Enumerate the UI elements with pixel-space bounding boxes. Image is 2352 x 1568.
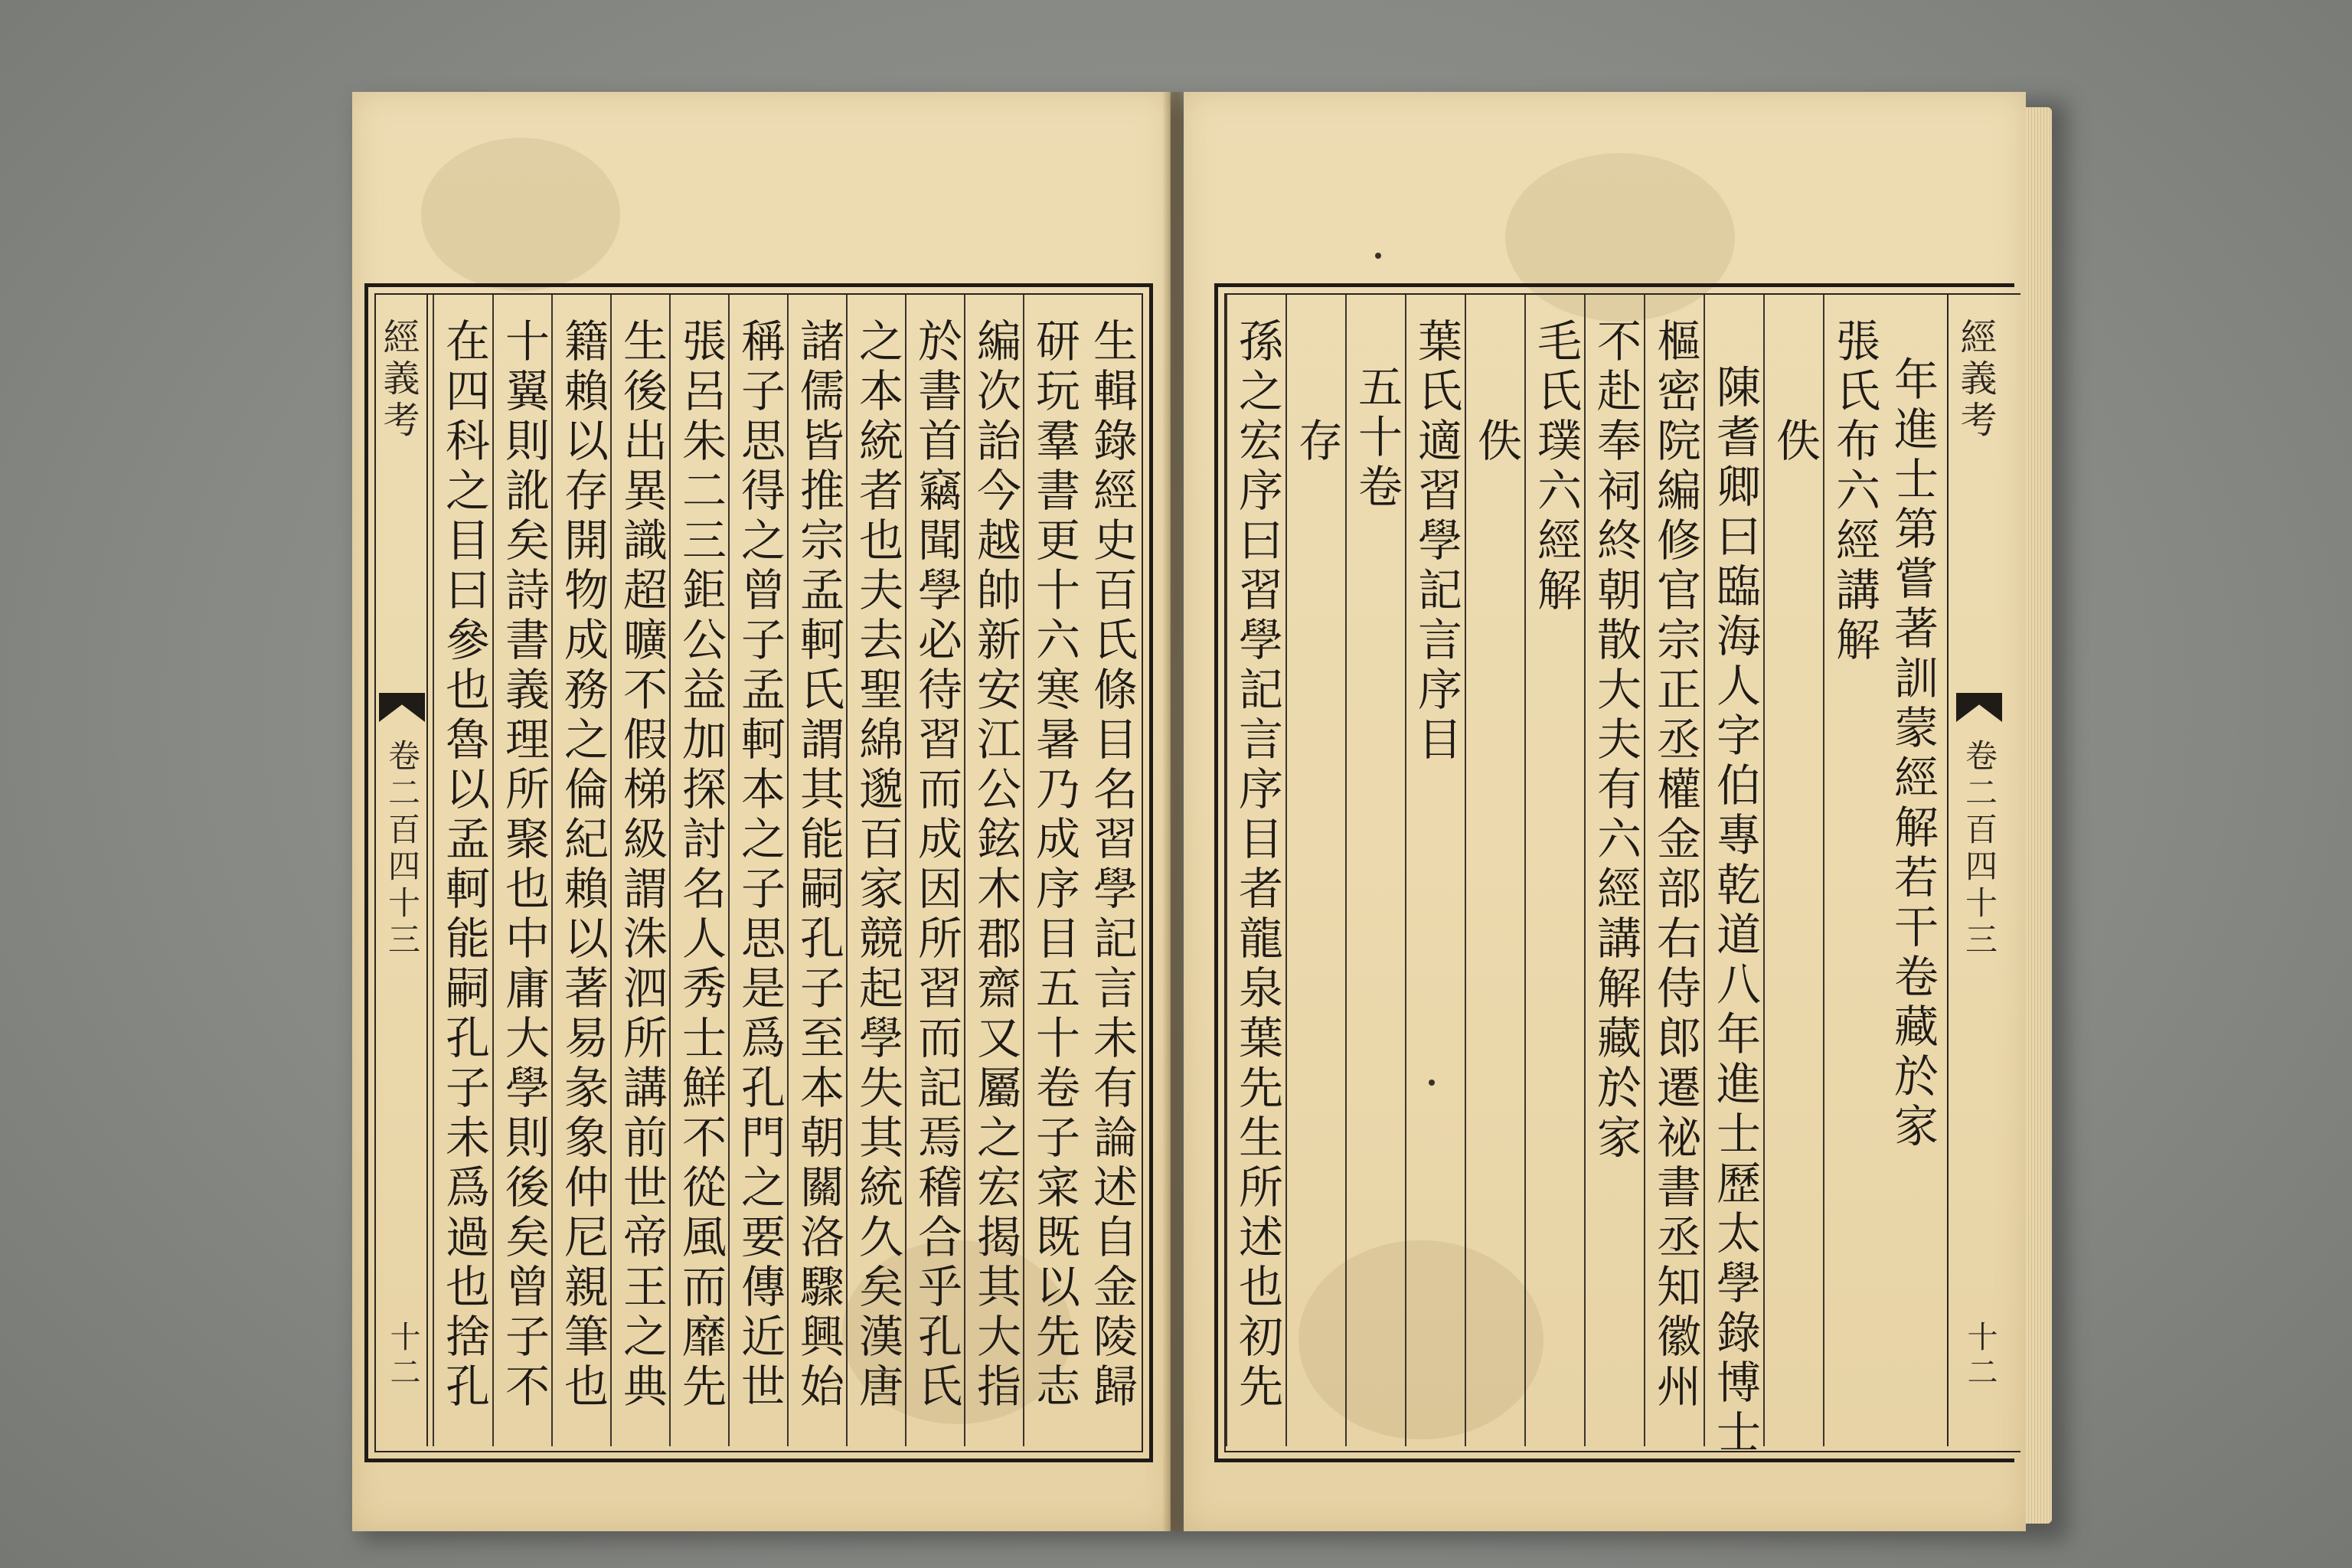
fishtail-mark bbox=[1956, 693, 2002, 722]
ink-speck bbox=[1375, 253, 1381, 259]
text-column bbox=[669, 295, 730, 1446]
text-column bbox=[1644, 295, 1705, 1446]
page-edge-stack bbox=[2026, 107, 2052, 1524]
text-column bbox=[1405, 295, 1466, 1446]
text-column bbox=[1285, 295, 1347, 1446]
text-column bbox=[1584, 295, 1645, 1446]
text-column bbox=[1345, 295, 1406, 1446]
text-column bbox=[1883, 295, 1942, 1446]
text-column bbox=[492, 295, 554, 1446]
text-column bbox=[846, 295, 907, 1446]
column-text: 年進士第嘗著訓蒙經解若干卷藏於家 bbox=[1886, 356, 1939, 1152]
text-column bbox=[1226, 295, 1287, 1446]
text-column bbox=[1704, 295, 1765, 1459]
column-text: 十翼則訛矣詩書義理所聚也中庸大學則後矣曾子不 bbox=[498, 318, 550, 1413]
text-column bbox=[1524, 295, 1586, 1446]
column-text: 生輯錄經史百氏條目名習學記言未有論述自金陵歸 bbox=[1086, 318, 1138, 1413]
column-text: 佚 bbox=[1470, 417, 1522, 467]
left-print-frame bbox=[364, 283, 1153, 1462]
right-banxin bbox=[1947, 295, 2008, 1446]
left-banxin bbox=[376, 295, 428, 1446]
column-text: 佚 bbox=[1769, 417, 1821, 467]
column-text: 張呂朱二三鉅公益加探討名人秀士鮮不從風而靡先 bbox=[675, 318, 727, 1413]
column-text: 存 bbox=[1291, 417, 1343, 467]
fishtail-mark bbox=[379, 693, 425, 722]
column-text: 研玩羣書更十六寒暑乃成序目五十卷子寀既以先志 bbox=[1028, 318, 1080, 1413]
text-column bbox=[905, 295, 966, 1446]
banxin-title: 經義考 bbox=[1954, 318, 1997, 442]
banxin-volume: 卷二百四十三 bbox=[1961, 739, 1998, 959]
column-text: 葉氏適習學記言序目 bbox=[1410, 318, 1462, 766]
right-page bbox=[1184, 92, 2026, 1531]
text-column bbox=[964, 295, 1025, 1446]
text-column bbox=[1082, 295, 1142, 1446]
text-column bbox=[1023, 295, 1084, 1446]
text-column bbox=[728, 295, 789, 1446]
text-column bbox=[551, 295, 612, 1446]
right-print-frame bbox=[1214, 283, 2014, 1462]
open-book bbox=[352, 92, 2052, 1531]
column-text: 諸儒皆推宗孟軻氏謂其能嗣孔子至本朝關洛驟興始 bbox=[792, 318, 844, 1413]
text-column bbox=[610, 295, 671, 1446]
ink-speck bbox=[1429, 1080, 1435, 1086]
left-text-block bbox=[433, 295, 1142, 1446]
text-column bbox=[433, 295, 494, 1446]
banxin-page-number: 十二 bbox=[1962, 1321, 1998, 1391]
column-text: 孫之宏序曰習學記言序目者龍泉葉先生所述也初先 bbox=[1231, 318, 1283, 1413]
text-column bbox=[1823, 295, 1884, 1446]
text-column bbox=[787, 295, 848, 1446]
column-text: 樞密院編修官宗正丞權金部右侍郎遷祕書丞知徽州 bbox=[1649, 318, 1701, 1413]
text-column bbox=[1465, 295, 1526, 1446]
left-page bbox=[352, 92, 1171, 1531]
banxin-title: 經義考 bbox=[377, 318, 420, 442]
text-column bbox=[1763, 295, 1824, 1446]
column-text: 張氏布六經講解 bbox=[1828, 318, 1880, 666]
column-text: 不赴奉祠終朝散大夫有六經講解藏於家 bbox=[1589, 318, 1642, 1164]
column-text: 五十卷 bbox=[1351, 364, 1403, 513]
column-text: 生後出異識超曠不假梯級謂洙泗所講前世帝王之典 bbox=[616, 318, 668, 1413]
banxin-page-number: 十二 bbox=[385, 1321, 420, 1391]
column-text: 在四科之目曰參也魯以孟軻能嗣孔子未爲過也捨孔 bbox=[438, 318, 490, 1413]
column-text: 陳耆卿曰臨海人字伯專乾道八年進士歷太學錄博士 bbox=[1709, 364, 1761, 1459]
column-text: 籍賴以存開物成務之倫紀賴以著易彖象仲尼親筆也 bbox=[557, 318, 609, 1413]
column-text: 毛氏璞六經解 bbox=[1530, 318, 1582, 616]
column-text: 於書首竊聞學必待習而成因所習而記焉稽合乎孔氏 bbox=[910, 318, 962, 1413]
paper-stain bbox=[421, 138, 620, 291]
column-text: 之本統者也夫去聖綿邈百家競起學失其統久矣漢唐 bbox=[851, 318, 903, 1413]
right-text-block bbox=[1226, 295, 1942, 1459]
column-text: 編次詒今越帥新安江公鉉木郡齋又屬之宏揭其大指 bbox=[969, 318, 1021, 1413]
banxin-volume: 卷二百四十三 bbox=[384, 739, 421, 959]
column-text: 稱子思得之曾子孟軻本之子思是爲孔門之要傳近世 bbox=[733, 318, 786, 1413]
